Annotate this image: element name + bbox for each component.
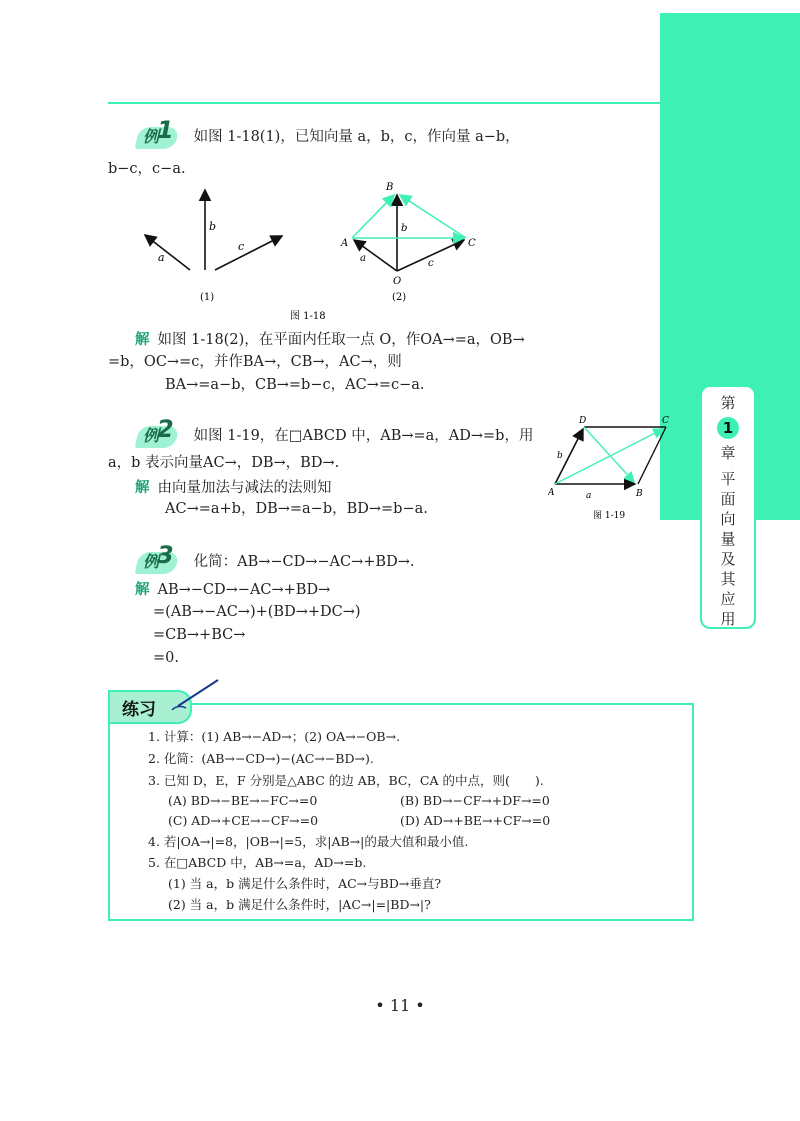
example-2 [135, 415, 535, 448]
svg-text:C: C [662, 416, 669, 426]
point-O: O [393, 276, 402, 287]
chapter-title-char: 及 [720, 550, 736, 568]
example-3-line-1: 化简：AB→−CD→−AC→+BD→. [193, 554, 415, 570]
svg-text:b: b [557, 451, 563, 461]
chapter-title-char: 量 [720, 530, 736, 548]
chapter-title-char: 向 [720, 510, 736, 528]
svg-text:c: c [428, 258, 434, 269]
label-b: b [209, 220, 217, 233]
example-3-badge: 例 3 [135, 550, 181, 574]
example-1-line-2: b−c，c−a. [108, 161, 186, 177]
practice-item-5: 5. 在□ABCD 中，AB→=a，AD→=b. [148, 855, 367, 870]
label-c: c [238, 240, 245, 253]
vector-c [215, 236, 282, 270]
chapter-side-tab [700, 385, 756, 629]
option-C: (C) AD→+CE→−CF→=0 [168, 813, 319, 828]
svg-text:D: D [579, 416, 587, 426]
chapter-title [702, 469, 754, 629]
option-A: (A) BD→−BE→−FC→=0 [168, 793, 318, 808]
practice-title: 练习 [122, 700, 156, 720]
practice-item-2: 2. 化简：(AB→−CD→)−(AC→−BD→). [148, 751, 374, 766]
svg-text:A: A [548, 488, 555, 498]
example-1-solution: 解 如图 1-18(2)，在平面内任取一点 O，作OA→=a，OB→ [135, 331, 525, 348]
point-B: B [386, 182, 394, 193]
solution-label: 解 [135, 331, 150, 348]
example-2-line-1: 如图 1-19，在□ABCD 中，AB→=a，AD→=b，用 [193, 428, 534, 444]
example-3 [135, 541, 415, 574]
practice-item-1: 1. 计算：(1) AB→−AD→；(2) OA→−OB→. [148, 729, 401, 744]
chapter-title-char: 应 [720, 590, 736, 608]
svg-text:b: b [401, 223, 408, 234]
figure-1-18 [130, 178, 510, 328]
chapter-title-char: 用 [720, 610, 736, 628]
figure-1-18-caption: 图 1-18 [290, 311, 326, 322]
chapter-title-char: 平 [720, 470, 736, 488]
practice-item-3: 3. 已知 D，E，F 分别是△ABC 的边 AB，BC，CA 的中点，则( ). [148, 773, 544, 788]
example-1-badge: 例 1 [135, 125, 181, 149]
example-1 [135, 116, 565, 149]
pen-icon [168, 678, 222, 714]
chapter-suffix: 章 [720, 444, 736, 462]
option-B: (B) BD→−CF→+DF→=0 [400, 793, 550, 808]
example-1-solution-line-2: =b，OC→=c，并作BA→，CB→，AC→，则 [108, 354, 402, 370]
point-A: A [341, 238, 349, 249]
option-D: (D) AD→+BE→+CF→=0 [400, 813, 551, 828]
svg-text:图 1-19: 图 1-19 [593, 511, 626, 521]
example-3-solution: 解 AB→−CD→−AC→+BD→ [135, 581, 331, 598]
svg-text:B: B [636, 489, 643, 499]
chapter-title-char: 其 [720, 570, 736, 588]
svg-text:a: a [586, 491, 592, 501]
chapter-title-char: 面 [720, 490, 736, 508]
practice-item-5-1: (1) 当 a，b 满足什么条件时，AC→与BD→垂直? [168, 876, 442, 891]
vector-a [145, 235, 190, 270]
example-2-line-2: a，b 表示向量AC→，DB→，BD→. [108, 455, 340, 471]
practice-item-5-2: (2) 当 a，b 满足什么条件时，|AC→|=|BD→|? [168, 897, 431, 912]
example-1-solution-line-3: BA→=a−b，CB→=b−c，AC→=c−a. [165, 377, 425, 393]
figure-1-19 [548, 412, 678, 524]
chapter-number-badge: 1 [717, 417, 739, 439]
practice-item-4: 4. 若|OA→|=8，|OB→|=5，求|AB→|的最大值和最小值. [148, 834, 469, 849]
page-number: • 11 • [375, 996, 425, 1015]
subfig-1-label: (1) [200, 292, 215, 303]
example-2-solution: 解 由向量加法与减法的法则知 [135, 479, 332, 496]
header-rule [108, 102, 660, 104]
label-a: a [158, 251, 165, 264]
example-1-line-1: 如图 1-18(1)，已知向量 a，b，c，作向量 a−b， [193, 129, 520, 145]
example-3-step-2: =(AB→−AC→)+(BD→+DC→) [153, 604, 361, 620]
chapter-prefix: 第 [720, 394, 736, 412]
svg-text:a: a [360, 253, 366, 264]
point-C: C [468, 238, 476, 249]
subfig-2-label: (2) [392, 292, 407, 303]
example-3-step-3: =CB→+BC→ [153, 627, 246, 643]
example-2-badge: 例 2 [135, 424, 181, 448]
example-3-step-4: =0. [153, 650, 179, 666]
example-2-solution-line-2: AC→=a+b，DB→=a−b，BD→=b−a. [165, 501, 428, 517]
